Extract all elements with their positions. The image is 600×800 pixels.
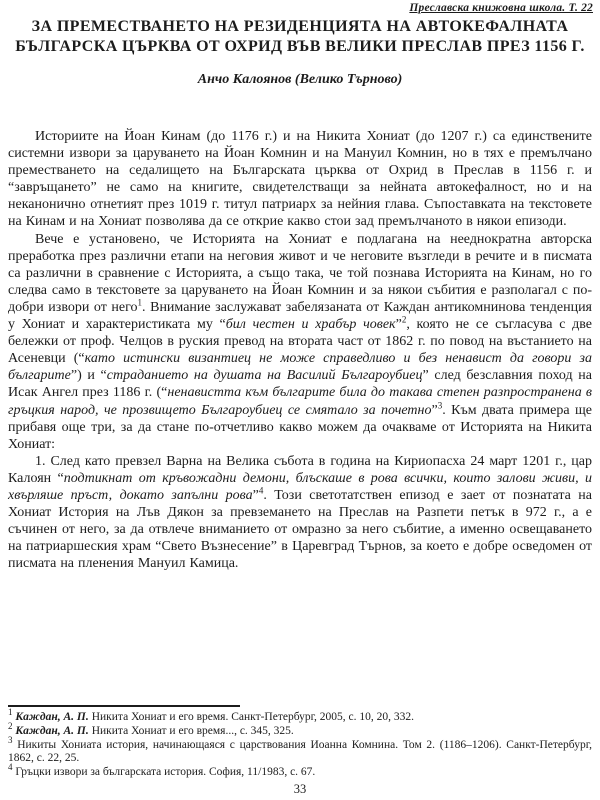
footnote-2 [8, 720, 592, 739]
p3-text: ” [252, 487, 259, 503]
footnote-separator-rule [8, 705, 240, 707]
article-author: Анчо Калоянов (Велико Търново) [197, 72, 403, 87]
running-header: Преславска книжовна школа. Т. 22 [409, 2, 593, 14]
p2-text: ”) и “ [70, 368, 107, 384]
page-number: 33 [293, 782, 307, 796]
p2-text: ” след безславния поход на Исак Ангел през 1186 г. (“ [8, 368, 593, 401]
footnote-ref-2: 2 [401, 314, 407, 325]
paragraph-1 [8, 128, 592, 231]
p2-quote: бил честен и храбър човек [225, 317, 396, 333]
footnote-marker: 4 [8, 762, 13, 773]
p2-quote: ненавистта към българите била до такава степен разпространена в гръцкия народ, че прозвището Българоубиец се смятало за почетно [8, 385, 592, 418]
p3-quote: подтикнат от кръвожадни демони, блъскаше в рова всички, които залови живи, и хвърляше пръст, докато запълни рова [8, 470, 592, 503]
footnote-author: Каждан, А. П. [15, 711, 89, 724]
p2-text: , която не се съгласува с две бележки от проф. Челцов в руския превод на втората част от 1862 г. по повод на въстанието на Асеневци (“ [8, 317, 593, 367]
footnote-text: Никита Хониат и его время..., с. 345, 325. [91, 724, 294, 737]
p2-text: ” [395, 317, 402, 333]
p2-text: . Внимание заслужават забелязаната от Каждан антикомнинова тенденция у Хониат и характеристиката му “ [8, 299, 592, 333]
footnotes-block [8, 707, 592, 780]
p2-text: Вече е установено, че Историята на Хониат е подлагана на нееднократна авторска преработка през различни етапи на неговия живот и че неговите възгледи в речите и в писмата са различни в сравнение с Историята, а също така, че той познава Историята на Кинам, но го следва само в текстовете за царуването на Йоан Комнин и за някои събития е разполагал с по-добри извори от него [8, 231, 592, 315]
footnote-text: Гръцки извори за българската история. София, 11/1983, с. 67. [15, 766, 316, 779]
footnote-marker: 1 [8, 707, 13, 718]
footnote-ref-1: 1 [137, 297, 143, 308]
footnote-1 [8, 707, 592, 725]
p2-text: . Към двата примера ще прибавя още три, за да стане по-отчетливо какво можем да очакваме от Историята на Никита Хониат: [8, 402, 593, 452]
article-title: ЗА ПРЕМЕСТВАНЕТО НА РЕЗИДЕНЦИЯТА НА АВТОКЕФАЛНАТА БЪЛГАРСКА ЦЪРКВА ОТ ОХРИД ВЪВ ВЕЛИКИ ПРЕСЛАВ ПРЕЗ 1156 Г. [15, 18, 585, 55]
footnote-text: Никита Хониат и его время. Санкт-Петербург, 2005, с. 10, 20, 332. [91, 711, 415, 724]
paragraph-3 [8, 453, 592, 573]
footnote-author: Каждан, А. П. [15, 724, 89, 737]
p2-text: ” [431, 402, 438, 418]
paragraph-2 [8, 231, 592, 453]
footnote-marker: 3 [8, 734, 13, 745]
footnote-4 [8, 762, 592, 780]
p2-quote: като истински византиец не може справедливо и без ненавист да говори за българите [8, 351, 592, 384]
footnote-3 [8, 734, 592, 767]
footnote-ref-4: 4 [258, 485, 264, 496]
p3-text: 1. След като превзел Варна на Велика събота в година на Кириопасха 24 март 1201 г., цар Калоян “ [8, 453, 592, 486]
footnote-ref-3: 3 [437, 399, 443, 410]
footnote-text: Никиты Хониата история, начинающаяся с царствования Иоанна Комнина. Том 2. (1186–1206). Санкт-Петербург, 1862, с. 22, 25. [8, 738, 592, 765]
p3-text: . Този светотатствен епизод е зает от познатата на Хониат История на Лъв Дякон за превземането на Преслав на Разпети петък в 972 г., а е съчинен от него, за да отвлече вниманието от омразно за него събитие, а именно освещаването на патриаршеския храм “Свето Възнесение” в Царевград Търнов, за което е добре осведомен от писмата на пленения Мануил Камица. [8, 487, 593, 572]
p1-text: Историите на Йоан Кинам (до 1176 г.) и на Никита Хониат (до 1207 г.) са единствените системни извори за царуването на Йоан Комнин и на Мануил Комнин, но в тях е премълчано преместването на седалището на Българската църква от Охрид в Преслав в 1156 г. и “завръщането” не само на книгите, свидетелстващи за нейната автокефалност, но и на неканонично отнетият през 1019 г. титул патриарх за нейния глава. Съпоставката на текстовете на Кинам и на Хониат позволява да се открие какво стои зад премълчаното в някои епизоди. [8, 129, 592, 230]
page-footer [8, 705, 592, 797]
footnote-marker: 2 [8, 720, 13, 731]
article-body [8, 128, 592, 572]
p2-quote: страданието на душата на Василий Българоубиец [106, 368, 423, 384]
